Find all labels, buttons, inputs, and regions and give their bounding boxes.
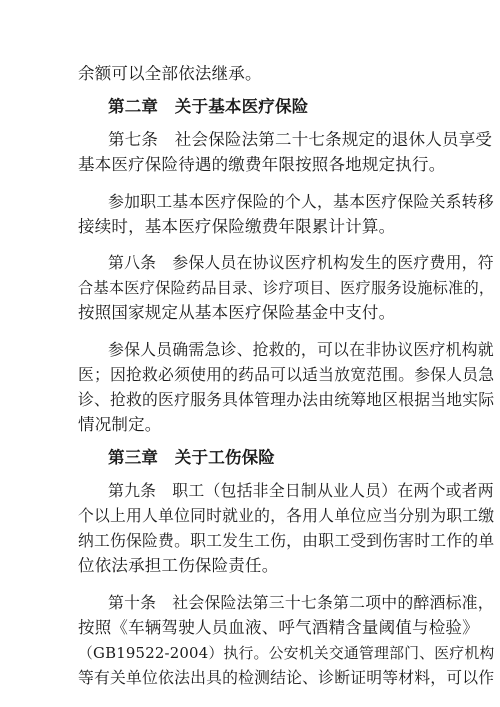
paragraph-line: （GB19522-2004）执行。公安机关交通管理部门、医疗机构 (78, 644, 495, 662)
paragraph-line: 合基本医疗保险药品目录、诊疗项目、医疗服务设施标准的， (78, 279, 495, 297)
text-line: 余额可以全部依法继承。 (78, 64, 262, 83)
paragraph-line: 位依法承担工伤保险责任。 (78, 556, 279, 575)
paragraph-line: 医；因抢救必须使用的药品可以适当放宽范围。参保人员急 (78, 365, 495, 384)
chapter-heading: 第二章 关于基本医疗保险 (108, 97, 309, 116)
paragraph-line: 接续时，基本医疗保险缴费年限累计计算。 (78, 217, 396, 236)
paragraph-line: 等有关单位依法出具的检测结论、诊断证明等材料，可以作 (78, 668, 495, 687)
paragraph-line: 第七条 社会保险法第二十七条规定的退休人员享受 (108, 130, 493, 149)
chapter-heading: 第三章 关于工伤保险 (108, 448, 275, 467)
paragraph-line: 基本医疗保险待遇的缴费年限按照各地规定执行。 (78, 155, 446, 174)
paragraph-line: 诊、抢救的医疗服务具体管理办法由统筹地区根据当地实际 (78, 390, 495, 409)
paragraph-line: 第九条 职工（包括非全日制从业人员）在两个或者两 (108, 481, 494, 500)
paragraph-line: 纳工伤保险费。职工发生工伤，由职工受到伤害时工作的单 (78, 531, 495, 550)
paragraph-line: 按照国家规定从基本医疗保险基金中支付。 (78, 303, 396, 322)
paragraph-line: 参保人员确需急诊、抢救的，可以在非协议医疗机构就 (108, 340, 494, 359)
paragraph-line: 个以上用人单位同时就业的，各用人单位应当分别为职工缴 (78, 506, 495, 525)
paragraph-line: 情况制定。 (78, 415, 162, 434)
paragraph-line: 第十条 社会保险法第三十七条第二项中的醉酒标准， (108, 593, 494, 612)
paragraph-line: 第八条 参保人员在协议医疗机构发生的医疗费用，符 (108, 253, 494, 272)
paragraph-line: 参加职工基本医疗保险的个人，基本医疗保险关系转移 (108, 192, 494, 211)
paragraph-line: 按照《车辆驾驶人员血液、呼气酒精含量阈值与检验》 (78, 618, 479, 637)
